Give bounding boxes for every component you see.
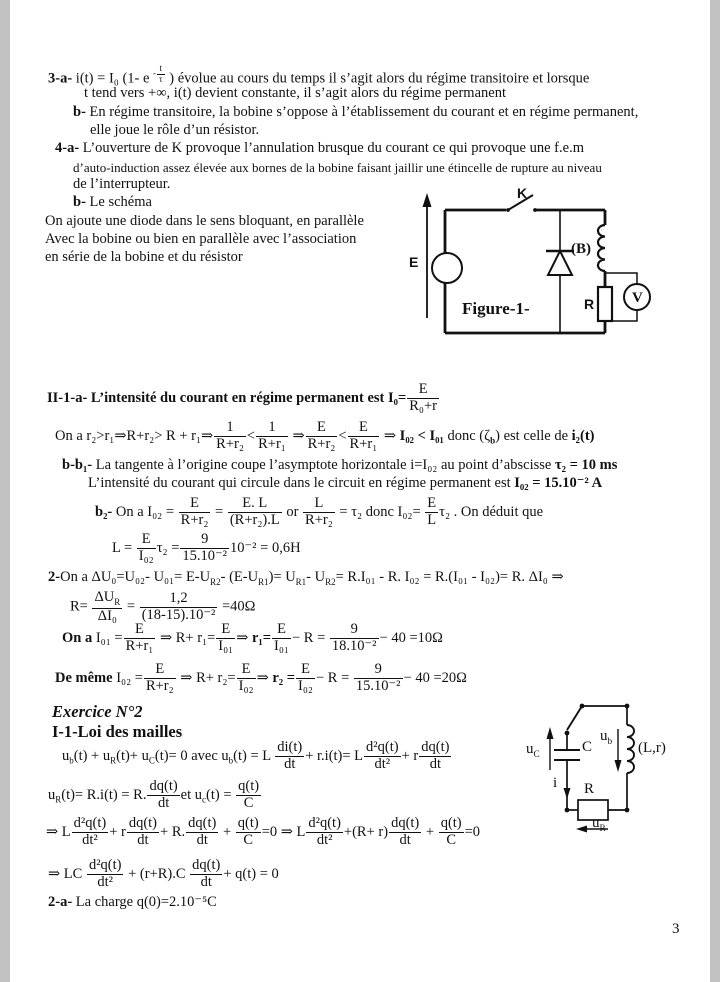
line-3b-2: elle joue le rôle d’un résistor. — [90, 122, 260, 138]
figure2-label-ur: $u_R$ — [592, 815, 606, 834]
figure1-caption: Figure-1- — [462, 299, 530, 318]
line-4a-2: d’auto-induction assez élevée aux bornes de la bobine faisant jaillir une étincelle de rupture au niveau — [73, 160, 602, 175]
figure1-label-k: K — [517, 185, 528, 201]
line-diode-2: Avec la bobine ou bien en parallèle avec l’association — [45, 231, 357, 247]
line-bb1-tangente: b-b₁- La tangente à l’origine coupe l’asymptote horizontale i=I₀₂ au point d’abscisse τ₂ = 10 ms — [62, 457, 618, 473]
ub-voltage-arrow — [615, 729, 622, 772]
line-II1a-inequality: On a r₂>r₁⇒R+r₂> R + r₁⇒ $\frac{1}{\text{R+r₂}}$ < $\frac{1}{\text{R+r₁}}$ ⇒ $\frac{E}{\text{R+r₂}}$ < $\frac{E}{\text{R+r₁}}$ ⇒ I₀₂ < I₀₁ donc $(\zeta_b)$ est celle de i₂(t) — [55, 419, 595, 452]
page-gutter-left — [0, 0, 10, 982]
inductor-b — [598, 225, 605, 271]
line-3b-1: b- En régime transitoire, la bobine s’oppose à l’établissement du courant et en régime permanent, — [73, 104, 639, 120]
line-3a-1: 3-a- i(t) = I₀ (1- e $^{- \frac{t}{\tau}}$ ) évolue au cours du temps il s’agit alors du régime transitoire et lorsque — [48, 63, 590, 87]
voltmeter-label-v: V — [632, 290, 643, 306]
page-number: 3 — [672, 921, 680, 937]
capacitor — [554, 750, 580, 760]
loi-des-mailles-heading: I-1-Loi des mailles — [52, 722, 183, 741]
line-L-value: L = $\frac{E}{\text{I₀₂}}$ τ₂ = $\frac{9}{\text{15.10⁻²}}$ 10⁻² = 0,6H — [112, 531, 301, 564]
line-bb1-intensite: L’intensité du courant qui circule dans le circuit en régime permanent est I₀₂ = 15.10⁻² A — [88, 475, 603, 491]
figure1-label-b: (B) — [571, 241, 591, 257]
line-r1-value: On a I₀₁ = $\frac{E}{\text{R+r₁}}$ ⇒ R+ r₁= $\frac{E}{\text{I₀₁}}$ ⇒ r₁= $\frac{E}{\text{I₀₁}}$ − R = $\frac{9}{\text{18.10⁻²}}$ − 40 =10Ω — [62, 621, 443, 654]
line-b2-formula: b₂- On a I₀₂ = $\frac{E}{\text{R+r₂}}$ = $\frac{E. L}{\text{(R+r₂).L}}$ or $\frac{L}{\text{R+r₂}}$ = τ₂ donc I₀₂= $\frac{E}{L}$ τ₂ . On déduit que — [95, 495, 544, 528]
figure2-label-uc: $u_C$ — [526, 741, 540, 760]
uc-voltage-arrow — [547, 727, 554, 770]
figure1-label-r: R — [584, 296, 595, 312]
node-dot — [625, 808, 630, 813]
node-dot — [565, 808, 570, 813]
line-loi-ur: $u_R(t)= R.i(t) = R$. $\frac{dq(t)}{dt}$ et $u_c(t)$ = $\frac{q(t)}{C}$ — [48, 778, 260, 811]
resistor-r — [598, 287, 612, 321]
figure2-label-ub: $u_b$ — [600, 728, 613, 747]
line-3a-2: t tend vers +∞, i(t) devient constante, il s’agit alors du régime permanent — [84, 85, 506, 101]
figure2-label-i: i — [553, 775, 558, 791]
line-r2-value: De même I₀₂ = $\frac{E}{\text{R+r₂}}$ ⇒ R+ r₂= $\frac{E}{\text{I₀₂}}$ ⇒ r₂ = $\frac{E}{\text{I₀₂}}$ − R = $\frac{9}{\text{15.10⁻²}}$ − 40 =20Ω — [55, 661, 467, 694]
line-diff-eq-2: ⇒ LC $\frac{\text{d²q(t)}}{\text{dt²}}$ + (r+R).C $\frac{dq(t)}{dt}$ + q(t) = 0 — [48, 857, 279, 890]
voltage-source — [423, 193, 463, 318]
figure2-label-c: C — [582, 739, 593, 755]
line-diff-eq-1: ⇒ L $\frac{\text{d²q(t)}}{\text{dt²}}$ + r $\frac{dq(t)}{dt}$ + R. $\frac{dq(t)}{dt}$ + $\frac{q(t)}{C}$ =0 ⇒ L $\frac{\text{d²q(t)}}{\text{dt²}}$ +(R+ r) $\frac{dq(t)}{dt}$ + $\frac{q(t)}{C}$ =0 — [46, 815, 481, 848]
line-2a-charge: 2-a- La charge q(0)=2.10⁻⁵C — [48, 894, 217, 910]
page-gutter-right — [710, 0, 720, 982]
line-loi-ub: $u_b(t) + u_R(t)+ u_C(t)= 0$ avec $u_b(t) = L$ $\frac{di(t)}{dt}$ + r.i(t)= L $\frac{\text{d²q(t)}}{\text{dt²}}$ + r $\frac{dq(t)}{dt}$ — [62, 739, 450, 772]
exercice2-circuit — [520, 696, 705, 846]
current-arrow — [564, 788, 571, 799]
line-diode-3: en série de la bobine et du résistor — [45, 249, 243, 265]
inductor — [627, 725, 634, 773]
switch — [565, 704, 630, 736]
line-4a-3: de l’interrupteur. — [73, 176, 171, 192]
exercice-2-title: Exercice N°2 — [52, 702, 143, 721]
figure2-label-r: R — [584, 781, 595, 797]
line-4b-schema: b- Le schéma — [73, 194, 152, 210]
line-R-value: R= $\frac{\Delta U_R}{\text{ΔI₀}}$ = $\frac{1,2}{\text{(18-15).10⁻²}}$ =40Ω — [70, 589, 256, 624]
figure1-label-e: E — [409, 254, 419, 270]
figure-1-circuit — [410, 183, 710, 348]
line-2-deltaU: 2-On a ΔU₀=U₀₂- $U_{01}= E-U_{R2}-$ $(E-U_{R1})= U_{R1}-$ $U_{R2}= R.I_{01} - R$. I₀₂ = R.(I₀₁ - I₀₂)= R. ΔI₀ ⇒ — [48, 569, 564, 587]
line-II1a-heading: II-1-a- L’intensité du courant en régime permanent est I₀= $\frac{E}{\text{R₀+r}}$ — [47, 381, 437, 414]
line-4a-1: 4-a- L’ouverture de K provoque l’annulation brusque du courant ce qui provoque une f.e.m — [55, 140, 584, 156]
line-diode-1: On ajoute une diode dans le sens bloquant, en parallèle — [45, 213, 364, 229]
diode — [546, 210, 574, 333]
figure2-label-lr: (L,r) — [638, 740, 666, 756]
